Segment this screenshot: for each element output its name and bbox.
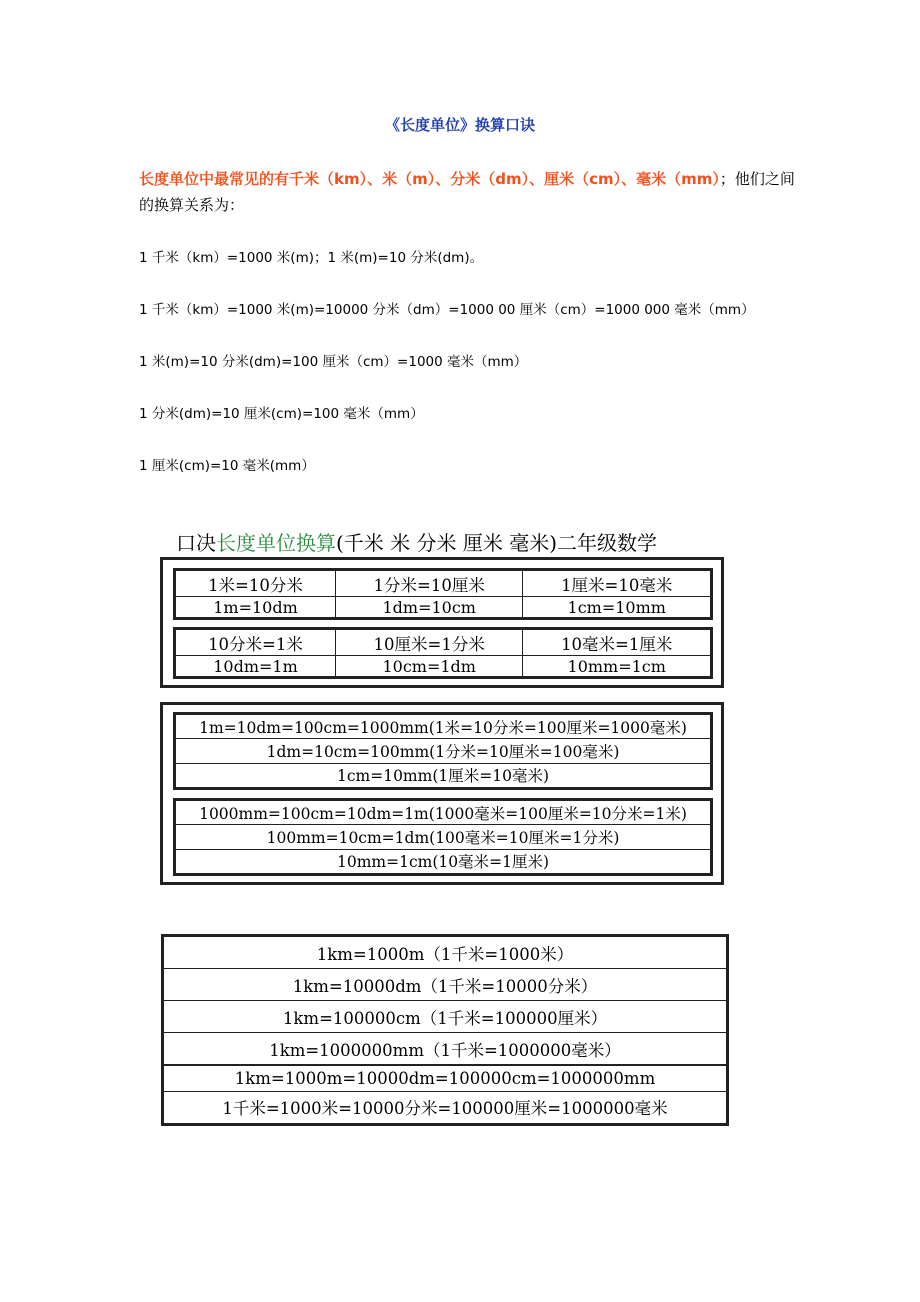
km-row: 1km=1000m=10000dm=100000cm=1000000mm (164, 1066, 727, 1092)
km-row: 1km=10000dm（1千米=10000分米） (164, 969, 727, 1001)
km-row: 1km=1000000mm（1千米=1000000毫米） (164, 1033, 727, 1065)
grid-cell: 10分米=1米 (176, 630, 336, 656)
km-row: 1km=1000m（1千米=1000米） (164, 937, 727, 969)
caption-suffix: (千米 米 分米 厘米 毫米)二年级数学 (336, 531, 658, 555)
caption-green: 长度单位换算 (216, 531, 336, 555)
km-table (161, 934, 729, 1126)
rows-table-2 (173, 798, 713, 876)
grid-cell: 1dm=10cm (335, 597, 523, 618)
page-title: 《长度单位》换算口诀 (384, 116, 535, 134)
km-row: 1km=100000cm（1千米=100000厘米） (164, 1001, 727, 1033)
row-cell: 1cm=10mm(1厘米=10毫米) (176, 763, 711, 787)
grid-cell: 10cm=1dm (335, 656, 523, 677)
conversion-line: 1 厘米(cm)=10 毫米(mm） (139, 458, 315, 474)
conversion-line: 1 米(m)=10 分米(dm)=100 厘米（cm）=1000 毫米（mm） (139, 354, 528, 370)
unit-grid-box (160, 557, 724, 688)
conversion-line: 1 千米（km）=1000 米(m)=10000 分米（dm）=1000 00 厘米（cm）=1000 000 毫米（mm） (139, 302, 755, 318)
row-cell: 1000mm=100cm=10dm=1m(1000毫米=100厘米=10分米=1米) (176, 801, 711, 825)
grid-cell: 10dm=1m (176, 656, 336, 677)
conversion-rows-box (160, 702, 724, 885)
grid-cell: 1m=10dm (176, 597, 336, 618)
grid-cell: 10厘米=1分米 (335, 630, 523, 656)
unit-grid-1 (173, 568, 713, 620)
conversion-line: 1 分米(dm)=10 厘米(cm)=100 毫米（mm） (139, 406, 424, 422)
row-cell: 100mm=10cm=1dm(100毫米=10厘米=1分米) (176, 825, 711, 849)
figure-caption (176, 527, 736, 556)
caption-prefix: 口决 (176, 531, 216, 555)
row-cell: 10mm=1cm(10毫米=1厘米) (176, 849, 711, 873)
intro-highlight: 长度单位中最常见的有千米（km）、米（m）、分米（dm）、厘米（cm）、毫米（mm） (139, 170, 720, 188)
row-cell: 1dm=10cm=100mm(1分米=10厘米=100毫米) (176, 739, 711, 763)
grid-cell: 1分米=10厘米 (335, 571, 523, 597)
conversion-line: 1 千米（km）=1000 米(m)；1 米(m)=10 分米(dm)。 (139, 250, 484, 266)
rows-table-1 (173, 712, 713, 790)
intro-paragraph (139, 166, 799, 218)
grid-cell: 1米=10分米 (176, 571, 336, 597)
row-cell: 1m=10dm=100cm=1000mm(1米=10分米=100厘米=1000毫米) (176, 715, 711, 739)
grid-cell: 10mm=1cm (523, 656, 711, 677)
unit-grid-2 (173, 627, 713, 679)
grid-cell: 1cm=10mm (523, 597, 711, 618)
grid-cell: 10毫米=1厘米 (523, 630, 711, 656)
intro-tail: ；他们之间的换算关系为： (139, 170, 795, 214)
km-row: 1千米=1000米=10000分米=100000厘米=1000000毫米 (164, 1091, 727, 1123)
grid-cell: 1厘米=10毫米 (523, 571, 711, 597)
